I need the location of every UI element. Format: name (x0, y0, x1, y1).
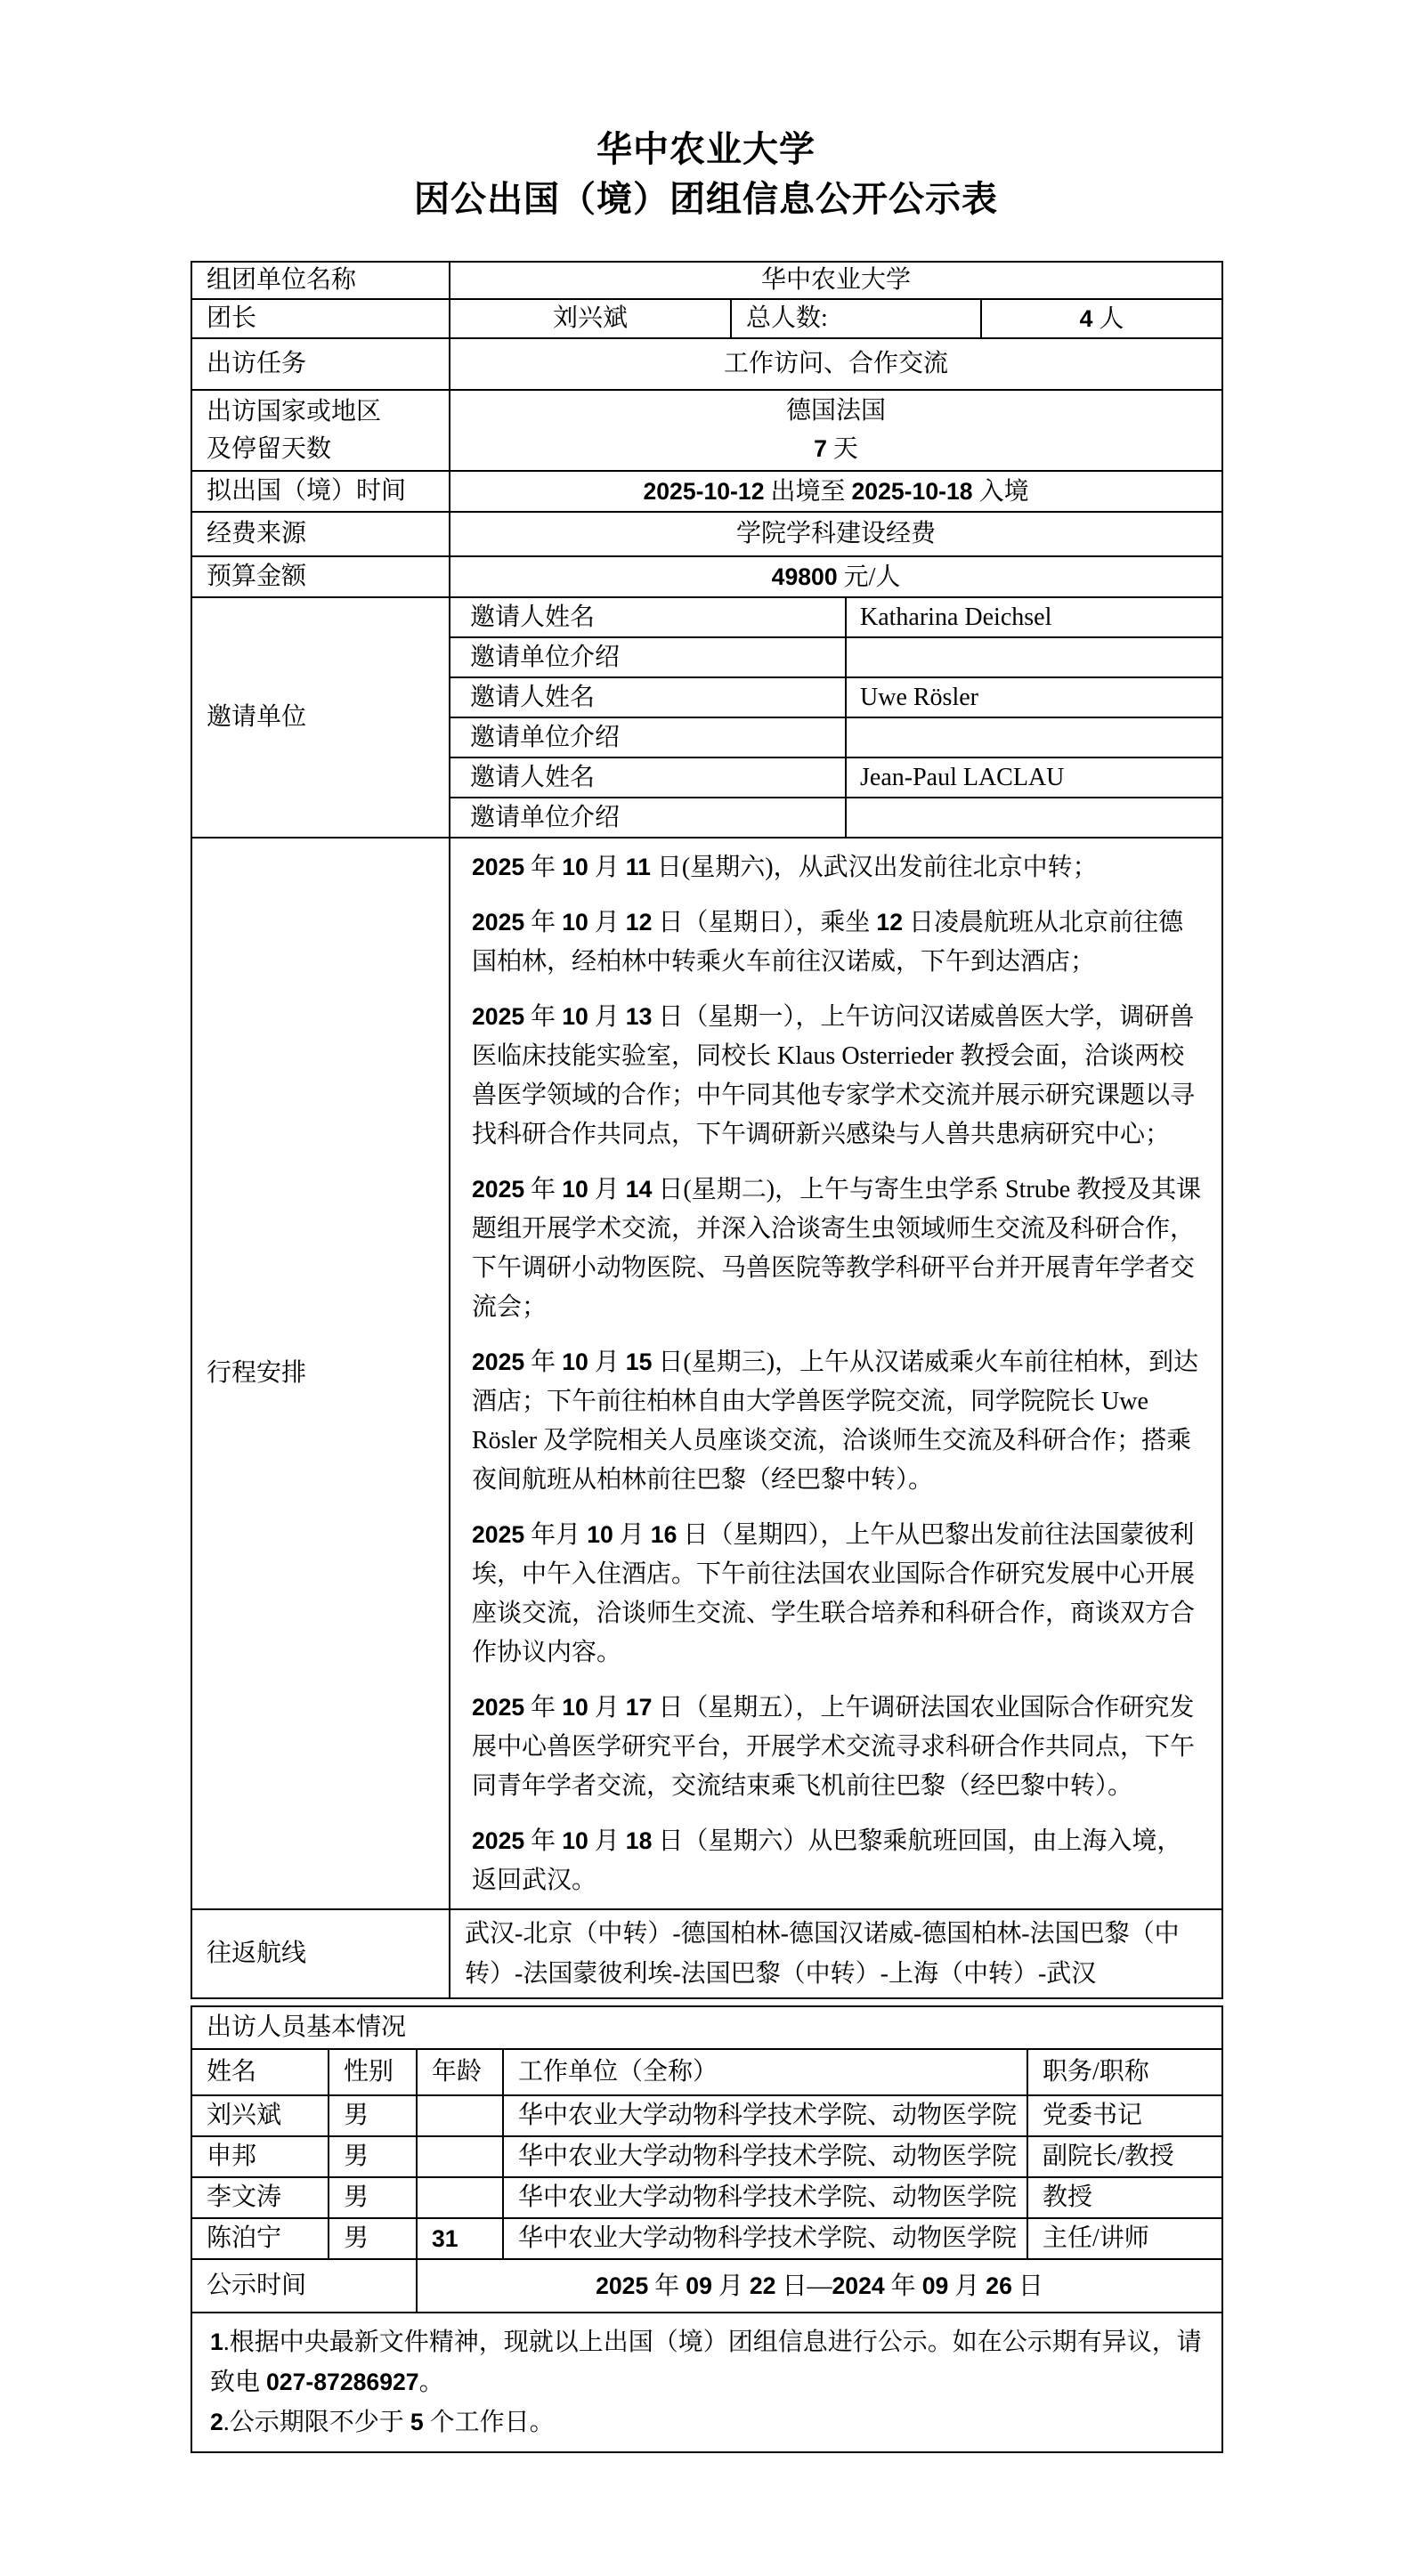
inviter-name-label: 邀请人姓名 (450, 597, 846, 637)
position-cell: 教授 (1027, 2177, 1222, 2218)
publicity-time-row (191, 2259, 1222, 2313)
workunit-cell: 华中农业大学动物科学技术学院、动物医学院 (503, 2218, 1027, 2259)
org-name-value: 华中农业大学 (450, 262, 1222, 299)
route-cell (450, 1909, 1222, 1998)
inviter-name-value: Katharina Deichsel (846, 597, 1222, 637)
personnel-header-row (191, 2049, 1222, 2095)
route-value: 武汉-北京（中转）-德国柏林-德国汉诺威-德国柏林-法国巴黎（中转）-法国蒙彼利埃-法国巴黎（中转）-上海（中转）-武汉 (465, 1920, 1180, 1988)
inviter-intro-value (846, 717, 1222, 757)
itinerary-paragraph: 2025 年 10 月 14 日(星期二)，上午与寄生虫学系 Strube 教授及其课题组开展学术交流，并深入洽谈寄生虫领域师生交流及科研合作，下午调研小动物医院、马兽医院等教学科研平台并开展青年学者交流会； (472, 1176, 1202, 1321)
travel-time-row (191, 471, 1222, 512)
travel-time-value: 2025-10-12 出境至 2025-10-18 入境 (450, 471, 1222, 512)
inviter-name-value: Jean-Paul LACLAU (846, 757, 1222, 798)
header-age: 年龄 (417, 2049, 503, 2095)
personnel-section-row (191, 2006, 1222, 2049)
itinerary-paragraph: 2025 年 10 月 11 日(星期六)，从武汉出发前往北京中转； (472, 854, 1098, 881)
itinerary-paragraph: 2025 年 10 月 17 日（星期五），上午调研法国农业国际合作研究发展中心兽医学研究平台，开展学术交流寻求科研合作共同点，下午同青年学者交流，交流结束乘飞机前往巴黎（经巴黎中转）。 (472, 1694, 1196, 1800)
trip-info-table (191, 261, 1223, 1999)
country-days-value (450, 390, 1222, 471)
country-days-row (191, 390, 1222, 471)
country-label-line2: 及停留天数 (207, 434, 332, 463)
position-cell: 主任/讲师 (1027, 2218, 1222, 2259)
itinerary-paragraph: 2025 年 10 月 15 日(星期三)，上午从汉诺威乘火车前往柏林，到达酒店；下午前往柏林自由大学兽医学院交流，同学院院长 Uwe Rösler 及学院相关人员座谈交流，洽谈师生交流及科研合作；搭乘夜间航班从柏林前往巴黎（经巴黎中转）。 (472, 1349, 1199, 1494)
task-value: 工作访问、合作交流 (450, 338, 1222, 390)
position-cell: 副院长/教授 (1027, 2136, 1222, 2177)
leader-label: 团长 (191, 299, 450, 338)
personnel-row (191, 2136, 1222, 2177)
gender-cell: 男 (329, 2136, 417, 2177)
budget-value: 49800 元/人 (450, 556, 1222, 597)
doc-title (0, 125, 1412, 224)
task-label: 出访任务 (191, 338, 450, 390)
notes-row (191, 2313, 1222, 2452)
budget-label: 预算金额 (191, 556, 450, 597)
total-count-label: 总人数: (731, 299, 981, 338)
workunit-cell: 华中农业大学动物科学技术学院、动物医学院 (503, 2095, 1027, 2136)
itinerary-cell (450, 838, 1222, 1909)
name-cell: 刘兴斌 (191, 2095, 329, 2136)
age-cell: 31 (417, 2218, 503, 2259)
route-label: 往返航线 (191, 1909, 450, 1998)
doc-title-line1: 华中农业大学 (596, 129, 816, 169)
publicity-time-value: 2025 年 09 月 22 日—2024 年 09 月 26 日 (417, 2259, 1222, 2313)
itinerary-paragraph: 2025 年 10 月 12 日（星期日），乘坐 12 日凌晨航班从北京前往德国柏林，经柏林中转乘火车前往汉诺威，下午到达酒店； (472, 909, 1184, 976)
inviter-intro-label: 邀请单位介绍 (450, 637, 846, 677)
budget-row (191, 556, 1222, 597)
leader-value: 刘兴斌 (450, 299, 731, 338)
header-position: 职务/职称 (1027, 2049, 1222, 2095)
personnel-row (191, 2095, 1222, 2136)
country-label-line1: 出访国家或地区 (207, 397, 382, 425)
itinerary-paragraph: 2025 年 10 月 13 日（星期一），上午访问汉诺威兽医大学，调研兽医临床技能实验室，同校长 Klaus Osterrieder 教授会面，洽谈两校兽医学领域的合作；中午同其他专家学术交流并展示研究课题以寻找科研合作共同点，下午调研新兴感染与人兽共患病研究中心； (472, 1003, 1196, 1148)
note-line: 1.根据中央最新文件精神，现就以上出国（境）团组信息进行公示。如在公示期有异议，请致电 027-87286927。 (210, 2329, 1202, 2396)
name-cell: 申邦 (191, 2136, 329, 2177)
fund-source-value: 学院学科建设经费 (450, 512, 1222, 556)
inviter-intro-label: 邀请单位介绍 (450, 717, 846, 757)
doc-title-line2: 因公出国（境）团组信息公开公示表 (414, 179, 998, 219)
days-value: 7 天 (814, 435, 858, 463)
org-name-label: 组团单位名称 (191, 262, 450, 299)
travel-time-label: 拟出国（境）时间 (191, 471, 450, 512)
inviter-name-row (191, 597, 1222, 637)
itinerary-text (472, 847, 1204, 1908)
personnel-row (191, 2218, 1222, 2259)
personnel-table (191, 2005, 1223, 2453)
itinerary-paragraph: 2025 年月 10 月 16 日（星期四），上午从巴黎出发前往法国蒙彼利埃，中午入住酒店。下午前往法国农业国际合作研究发展中心开展座谈交流，洽谈师生交流、学生联合培养和科研合作，商谈双方合作协议内容。 (472, 1521, 1196, 1666)
inviter-intro-label: 邀请单位介绍 (450, 798, 846, 838)
note-line: 2.公示期限不少于 5 个工作日。 (210, 2409, 555, 2436)
workunit-cell: 华中农业大学动物科学技术学院、动物医学院 (503, 2136, 1027, 2177)
name-cell: 李文涛 (191, 2177, 329, 2218)
itinerary-label: 行程安排 (191, 838, 450, 1909)
total-count-value: 4 人 (981, 299, 1222, 338)
age-cell (417, 2177, 503, 2218)
inviter-name-label: 邀请人姓名 (450, 757, 846, 798)
inviter-section-label: 邀请单位 (191, 597, 450, 838)
country-value: 德国法国 (786, 397, 887, 425)
workunit-cell: 华中农业大学动物科学技术学院、动物医学院 (503, 2177, 1027, 2218)
gender-cell: 男 (329, 2095, 417, 2136)
personnel-row (191, 2177, 1222, 2218)
position-cell: 党委书记 (1027, 2095, 1222, 2136)
route-row (191, 1909, 1222, 1998)
age-cell (417, 2095, 503, 2136)
country-days-label (191, 390, 450, 471)
inviter-intro-value (846, 637, 1222, 677)
inviter-name-value: Uwe Rösler (846, 677, 1222, 717)
gender-cell: 男 (329, 2218, 417, 2259)
header-workunit: 工作单位（全称） (503, 2049, 1027, 2095)
header-name: 姓名 (191, 2049, 329, 2095)
publicity-time-label: 公示时间 (191, 2259, 417, 2313)
leader-row (191, 299, 1222, 338)
inviter-intro-value (846, 798, 1222, 838)
notes-cell (191, 2313, 1222, 2452)
task-row (191, 338, 1222, 390)
fund-source-label: 经费来源 (191, 512, 450, 556)
header-gender: 性别 (329, 2049, 417, 2095)
age-cell (417, 2136, 503, 2177)
itinerary-paragraph: 2025 年 10 月 18 日（星期六）从巴黎乘航班回国，由上海入境，返回武汉。 (472, 1827, 1182, 1894)
itinerary-row (191, 838, 1222, 1909)
inviter-name-label: 邀请人姓名 (450, 677, 846, 717)
fund-source-row (191, 512, 1222, 556)
org-name-row (191, 262, 1222, 299)
gender-cell: 男 (329, 2177, 417, 2218)
personnel-section-title: 出访人员基本情况 (191, 2006, 1222, 2049)
name-cell: 陈泊宁 (191, 2218, 329, 2259)
